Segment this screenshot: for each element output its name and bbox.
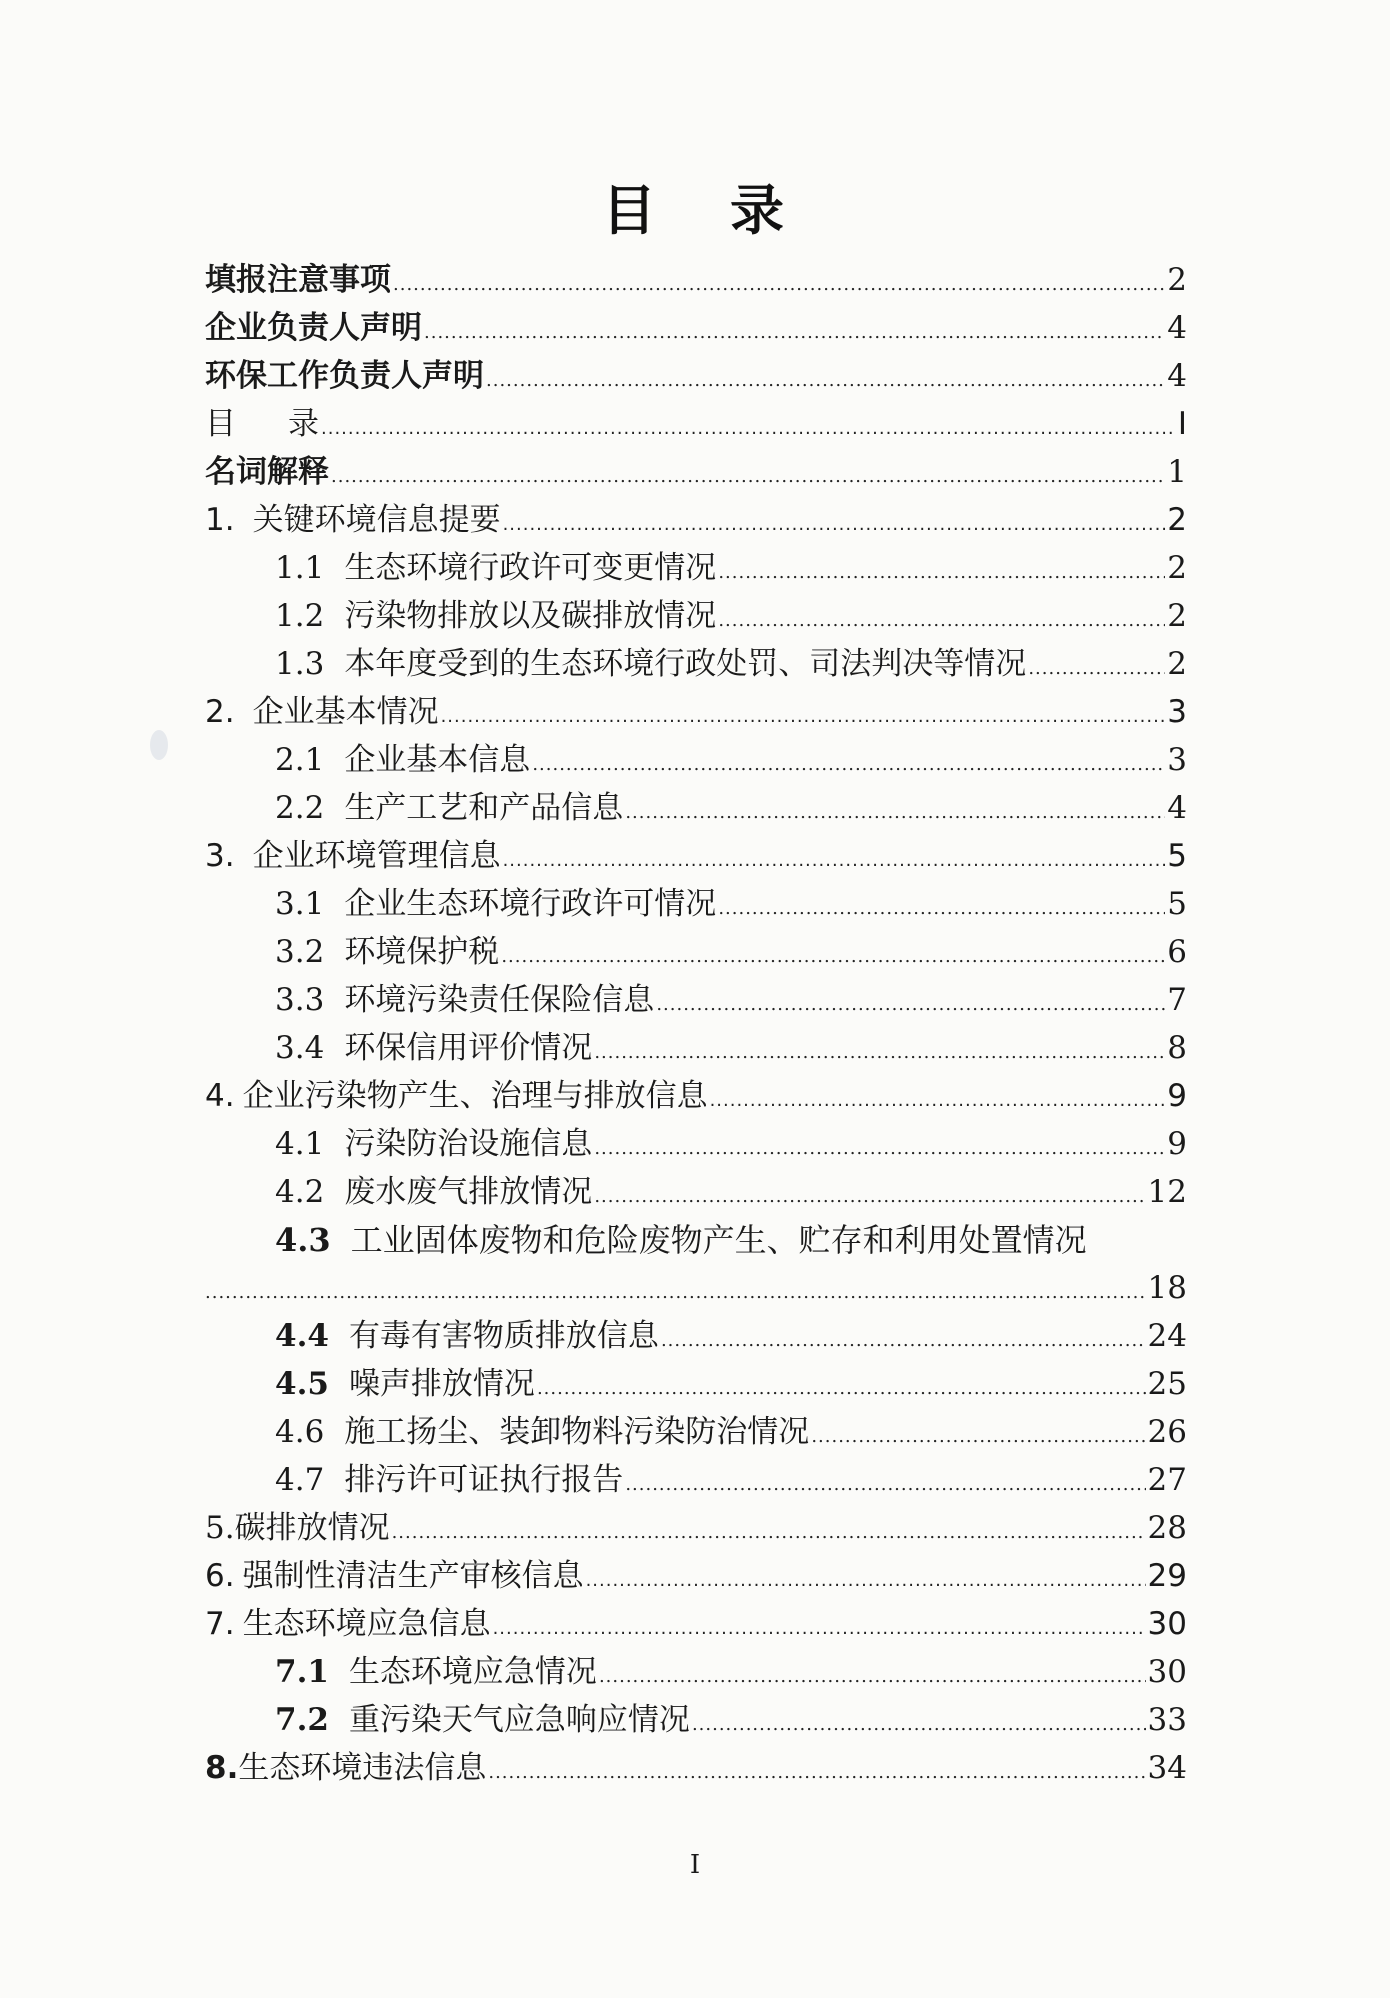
leader-dots	[331, 452, 1165, 492]
toc-entry-page: I	[1177, 406, 1187, 442]
toc-entry-page: 2	[1167, 646, 1187, 682]
toc-entry-page: 30	[1147, 1606, 1187, 1642]
leader-dots	[532, 740, 1165, 780]
toc-entry[interactable]	[0, 446, 1390, 492]
toc-entry[interactable]	[0, 1694, 1390, 1740]
leader-dots	[594, 1172, 1145, 1212]
toc-entry-label	[275, 548, 716, 588]
toc-entry-number: 1.2	[275, 598, 325, 634]
toc-entry-label	[205, 1604, 491, 1644]
toc-entry-number: 3.4	[275, 1030, 325, 1066]
toc-entry-label	[275, 1364, 535, 1404]
leader-dots	[393, 260, 1165, 300]
toc-entry-text: 环保信用评价情况	[344, 1030, 593, 1066]
toc-entry-text: 本年度受到的生态环境行政处罚、司法判决等情况	[344, 646, 1027, 682]
toc-entry-page: 30	[1147, 1654, 1187, 1690]
toc-entry-text: 有毒有害物质排放信息	[348, 1318, 659, 1354]
toc-entry-page: 24	[1147, 1318, 1187, 1354]
toc-entry[interactable]	[0, 494, 1390, 540]
toc-entry[interactable]	[0, 926, 1390, 972]
toc-entry-number: 3.1	[275, 886, 325, 922]
toc-entry[interactable]	[0, 782, 1390, 828]
toc-entry-number: 4.2	[275, 1174, 325, 1210]
toc-entry[interactable]	[0, 974, 1390, 1020]
toc-entry[interactable]	[0, 254, 1390, 300]
toc-entry-text: 生态环境应急信息	[242, 1606, 491, 1642]
toc-entry-page: 33	[1147, 1702, 1187, 1738]
page-footer-number: I	[689, 1850, 701, 1880]
toc-entry-number: 1.1	[275, 550, 325, 586]
leader-dots	[488, 1748, 1145, 1788]
toc-entry-label	[275, 1652, 597, 1692]
toc-entry-text: 企业基本信息	[344, 742, 531, 778]
toc-entry[interactable]	[0, 1406, 1390, 1452]
toc-entry-page: 6	[1167, 934, 1187, 970]
toc-entry-number: 2.2	[275, 790, 325, 826]
toc-entry-label	[205, 1556, 584, 1596]
toc-entry-text: 污染防治设施信息	[344, 1126, 593, 1162]
toc-entry-text: 生态环境违法信息	[238, 1750, 487, 1786]
toc-entry-page: 28	[1147, 1510, 1187, 1546]
toc-entry-text: 排污许可证执行报告	[344, 1462, 624, 1498]
toc-entry-label	[275, 932, 499, 972]
toc-entry-label-part: 录	[288, 406, 319, 442]
toc-entry-number: 4.1	[275, 1126, 325, 1162]
toc-entry[interactable]	[0, 590, 1390, 636]
toc-entry-label	[275, 740, 530, 780]
toc-entry-number: 3.2	[275, 934, 325, 970]
leader-dots	[594, 1028, 1165, 1068]
toc-entry[interactable]	[0, 1310, 1390, 1356]
toc-entry-label	[205, 1748, 486, 1788]
toc-entry-number: 2.1	[275, 742, 325, 778]
toc-entry[interactable]	[0, 1550, 1390, 1596]
toc-entry-label	[205, 1076, 708, 1116]
toc-entry-page: 7	[1167, 982, 1187, 1018]
toc-entry-number: 1.	[205, 502, 235, 538]
toc-entry-page: 8	[1167, 1030, 1187, 1066]
toc-entry[interactable]	[0, 1742, 1390, 1788]
toc-entry-label: 5.碳排放情况	[205, 1510, 390, 1546]
toc-entry-text: 环境污染责任保险信息	[344, 982, 655, 1018]
toc-entry[interactable]	[0, 1598, 1390, 1644]
toc-entry[interactable]	[0, 1022, 1390, 1068]
leader-dots	[811, 1412, 1145, 1452]
toc-entry[interactable]	[0, 1118, 1390, 1164]
toc-entry-number: 4.6	[275, 1414, 325, 1450]
toc-entry-page: 5	[1167, 886, 1187, 922]
leader-dots	[441, 692, 1166, 732]
toc-entry-label	[205, 404, 319, 444]
toc-entry-page: 9	[1167, 1078, 1187, 1114]
toc-entry-label: 企业负责人声明	[205, 310, 422, 346]
toc-entry-number: 2.	[205, 694, 235, 730]
toc-entry-page: 5	[1167, 838, 1187, 874]
toc-entry-page: 2	[1167, 262, 1187, 298]
toc-entry-page: 2	[1167, 502, 1187, 538]
toc-entry-label	[275, 1028, 592, 1068]
toc-entry[interactable]	[0, 302, 1390, 348]
leader-dots	[692, 1700, 1146, 1740]
toc-entry-number: 3.3	[275, 982, 325, 1018]
toc-entry-page: 18	[1147, 1270, 1187, 1306]
leader-dots	[656, 980, 1165, 1020]
toc-entry-label: 环保工作负责人声明	[205, 358, 484, 394]
toc-entry[interactable]	[0, 1454, 1390, 1500]
toc-entry[interactable]	[0, 1358, 1390, 1404]
toc-entry-page: 26	[1147, 1414, 1187, 1450]
toc-entry-text: 生产工艺和产品信息	[344, 790, 624, 826]
toc-entry-text: 企业污染物产生、治理与排放信息	[242, 1078, 708, 1114]
toc-entry-number: 7.	[205, 1606, 235, 1642]
toc-entry-label	[205, 836, 501, 876]
toc-entry-number: 8.	[205, 1750, 239, 1786]
leader-dots	[537, 1364, 1146, 1404]
toc-entry-text: 企业环境管理信息	[252, 838, 501, 874]
toc-entry-number: 4.3	[275, 1221, 331, 1259]
toc-entry[interactable]	[0, 1166, 1390, 1212]
title-char-2: 录	[730, 179, 788, 242]
leader-dots	[718, 596, 1165, 636]
toc-entry-number: 4.4	[275, 1318, 329, 1354]
toc-entry-number: 4.	[205, 1078, 235, 1114]
toc-entry-page: 4	[1167, 790, 1187, 826]
toc-entry-label	[205, 500, 501, 540]
toc-entry-text: 强制性清洁生产审核信息	[242, 1558, 584, 1594]
leader-dots	[501, 932, 1165, 972]
leader-dots	[205, 1268, 1146, 1308]
leader-dots	[486, 356, 1165, 396]
leader-dots	[503, 500, 1166, 540]
toc-entry-number: 3.	[205, 838, 235, 874]
toc-entry[interactable]	[0, 1502, 1390, 1548]
toc-entry-number: 1.3	[275, 646, 325, 682]
toc-entry-label	[275, 788, 623, 828]
toc-entry-label	[275, 884, 716, 924]
toc-entry-number: 4.5	[275, 1366, 329, 1402]
toc-entry-number: 4.7	[275, 1462, 325, 1498]
toc-entry-text: 废水废气排放情况	[344, 1174, 593, 1210]
toc-entry-page: 2	[1167, 598, 1187, 634]
leader-dots	[503, 836, 1166, 876]
leader-dots	[392, 1508, 1146, 1548]
toc-entry-page: 3	[1167, 694, 1187, 730]
toc-entry[interactable]	[0, 686, 1390, 732]
toc-entry-text: 关键环境信息提要	[252, 502, 501, 538]
toc-entry-label	[275, 1220, 1087, 1260]
toc-entry[interactable]	[0, 398, 1390, 444]
toc-entry-label	[275, 596, 716, 636]
leader-dots	[321, 404, 1176, 444]
toc-entry[interactable]	[0, 350, 1390, 396]
toc-entry-label: 填报注意事项	[205, 262, 391, 298]
toc-entry-label	[275, 1700, 690, 1740]
page-title	[0, 168, 1390, 245]
toc-entry-label	[275, 1316, 659, 1356]
toc-entry-label: 名词解释	[205, 454, 329, 490]
leader-dots	[599, 1652, 1146, 1692]
leader-dots	[710, 1076, 1166, 1116]
leader-dots	[594, 1124, 1165, 1164]
toc-entry-page: 29	[1147, 1558, 1187, 1594]
toc-entry-label	[275, 644, 1026, 684]
toc-entry-label	[275, 980, 654, 1020]
toc-entry-page: 1	[1167, 454, 1187, 490]
toc-entry-label-part: 目	[205, 406, 236, 442]
toc-entry[interactable]	[0, 1646, 1390, 1692]
toc-entry[interactable]	[0, 830, 1390, 876]
toc-entry-page: 25	[1147, 1366, 1187, 1402]
toc-entry-label	[275, 1460, 623, 1500]
toc-entry-text: 企业生态环境行政许可情况	[344, 886, 717, 922]
toc-entry-continuation[interactable]	[0, 1262, 1390, 1308]
toc-entry-text: 重污染天气应急响应情况	[348, 1702, 690, 1738]
leader-dots	[493, 1604, 1146, 1644]
leader-dots	[424, 308, 1165, 348]
toc-entry[interactable]	[0, 734, 1390, 780]
toc-entry-text: 污染物排放以及碳排放情况	[344, 598, 717, 634]
toc-entry[interactable]	[0, 1070, 1390, 1116]
toc-entry-text: 生态环境行政许可变更情况	[344, 550, 717, 586]
toc-entry-text: 企业基本情况	[252, 694, 439, 730]
toc-entry-page: 3	[1167, 742, 1187, 778]
leader-dots	[625, 1460, 1145, 1500]
toc-entry-page: 2	[1167, 550, 1187, 586]
toc-entry-page: 9	[1167, 1126, 1187, 1162]
leader-dots	[1028, 644, 1165, 684]
toc-entry-text: 工业固体废物和危险废物产生、贮存和利用处置情况	[350, 1221, 1087, 1259]
leader-dots	[661, 1316, 1146, 1356]
toc-entry-text: 生态环境应急情况	[348, 1654, 597, 1690]
toc-entry[interactable]	[0, 638, 1390, 684]
toc-entry-page: 12	[1147, 1174, 1187, 1210]
toc-entry-page: 27	[1147, 1462, 1187, 1498]
toc-entry-label	[275, 1172, 592, 1212]
toc-entry-number: 7.2	[275, 1702, 329, 1738]
toc-entry-label	[205, 692, 439, 732]
toc-entry-label	[275, 1124, 592, 1164]
toc-entry-text: 施工扬尘、装卸物料污染防治情况	[344, 1414, 810, 1450]
toc-entry[interactable]	[0, 1214, 1390, 1260]
toc-entry[interactable]	[0, 542, 1390, 588]
leader-dots	[625, 788, 1165, 828]
toc-entry-label	[275, 1412, 809, 1452]
toc-entry-page: 34	[1147, 1750, 1187, 1786]
leader-dots	[718, 548, 1165, 588]
title-char-1: 目	[602, 179, 660, 242]
toc-entry-number: 7.1	[275, 1654, 329, 1690]
toc-entry-page: 4	[1167, 310, 1187, 346]
leader-dots	[586, 1556, 1146, 1596]
toc-entry-text: 环境保护税	[344, 934, 500, 970]
leader-dots	[718, 884, 1165, 924]
toc-entry[interactable]	[0, 878, 1390, 924]
toc-entry-number: 6.	[205, 1558, 235, 1594]
toc-entry-text: 噪声排放情况	[348, 1366, 535, 1402]
toc-entry-page: 4	[1167, 358, 1187, 394]
